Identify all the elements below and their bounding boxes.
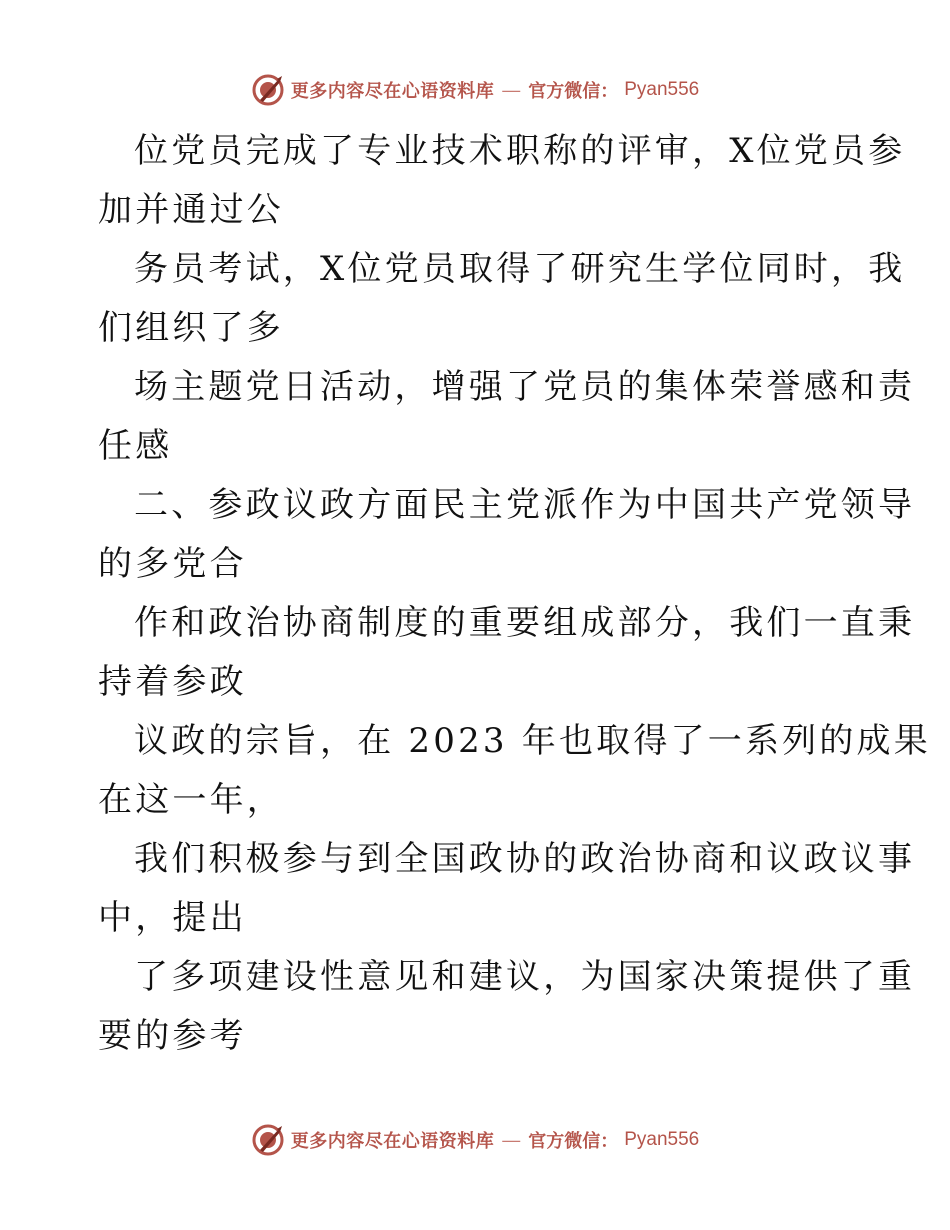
text-line: 议政的宗旨，在 2023 年也取得了一系列的成果 [134,721,931,761]
footer-wechat-label: 官方微信： [528,1131,619,1152]
footer-banner-content [251,1123,700,1157]
text-line: 中，提出 [98,898,247,938]
text-line: 持着参政 [98,662,247,702]
header-separator: — [502,79,521,100]
header-banner [0,70,950,110]
quill-seal-icon [251,73,285,107]
footer-separator: — [502,1129,521,1150]
text-line: 我们积极参与到全国政协的政治协商和议政议事 [134,839,916,879]
quill-seal-icon [251,1123,285,1157]
header-brand-text: 更多内容尽在心语资料库 [290,81,495,102]
footer-wechat-id: Pyan556 [624,1129,700,1150]
text-line: 务员考试，X位党员取得了研究生学位同时，我 [134,249,906,289]
text-line: 了多项建设性意见和建议，为国家决策提供了重 [134,957,916,997]
text-line: 的多党合 [98,544,247,584]
text-line: 作和政治协商制度的重要组成部分，我们一直秉 [134,603,916,643]
document-body [98,122,931,1066]
footer-banner [0,1120,950,1160]
text-line: 场主题党日活动，增强了党员的集体荣誉感和责 [134,367,916,407]
header-banner-content [251,73,700,107]
text-line: 要的参考 [98,1016,247,1056]
text-line: 二、参政议政方面民主党派作为中国共产党领导 [134,485,916,525]
header-wechat-id: Pyan556 [624,79,700,100]
text-line: 位党员完成了专业技术职称的评审，X位党员参 [134,131,906,171]
text-line: 任感 [98,426,173,466]
text-line: 们组织了多 [98,308,284,348]
footer-brand-text: 更多内容尽在心语资料库 [290,1131,495,1152]
header-wechat-label: 官方微信： [528,81,619,102]
text-line: 在这一年， [98,780,284,820]
text-line: 加并通过公 [98,190,284,230]
